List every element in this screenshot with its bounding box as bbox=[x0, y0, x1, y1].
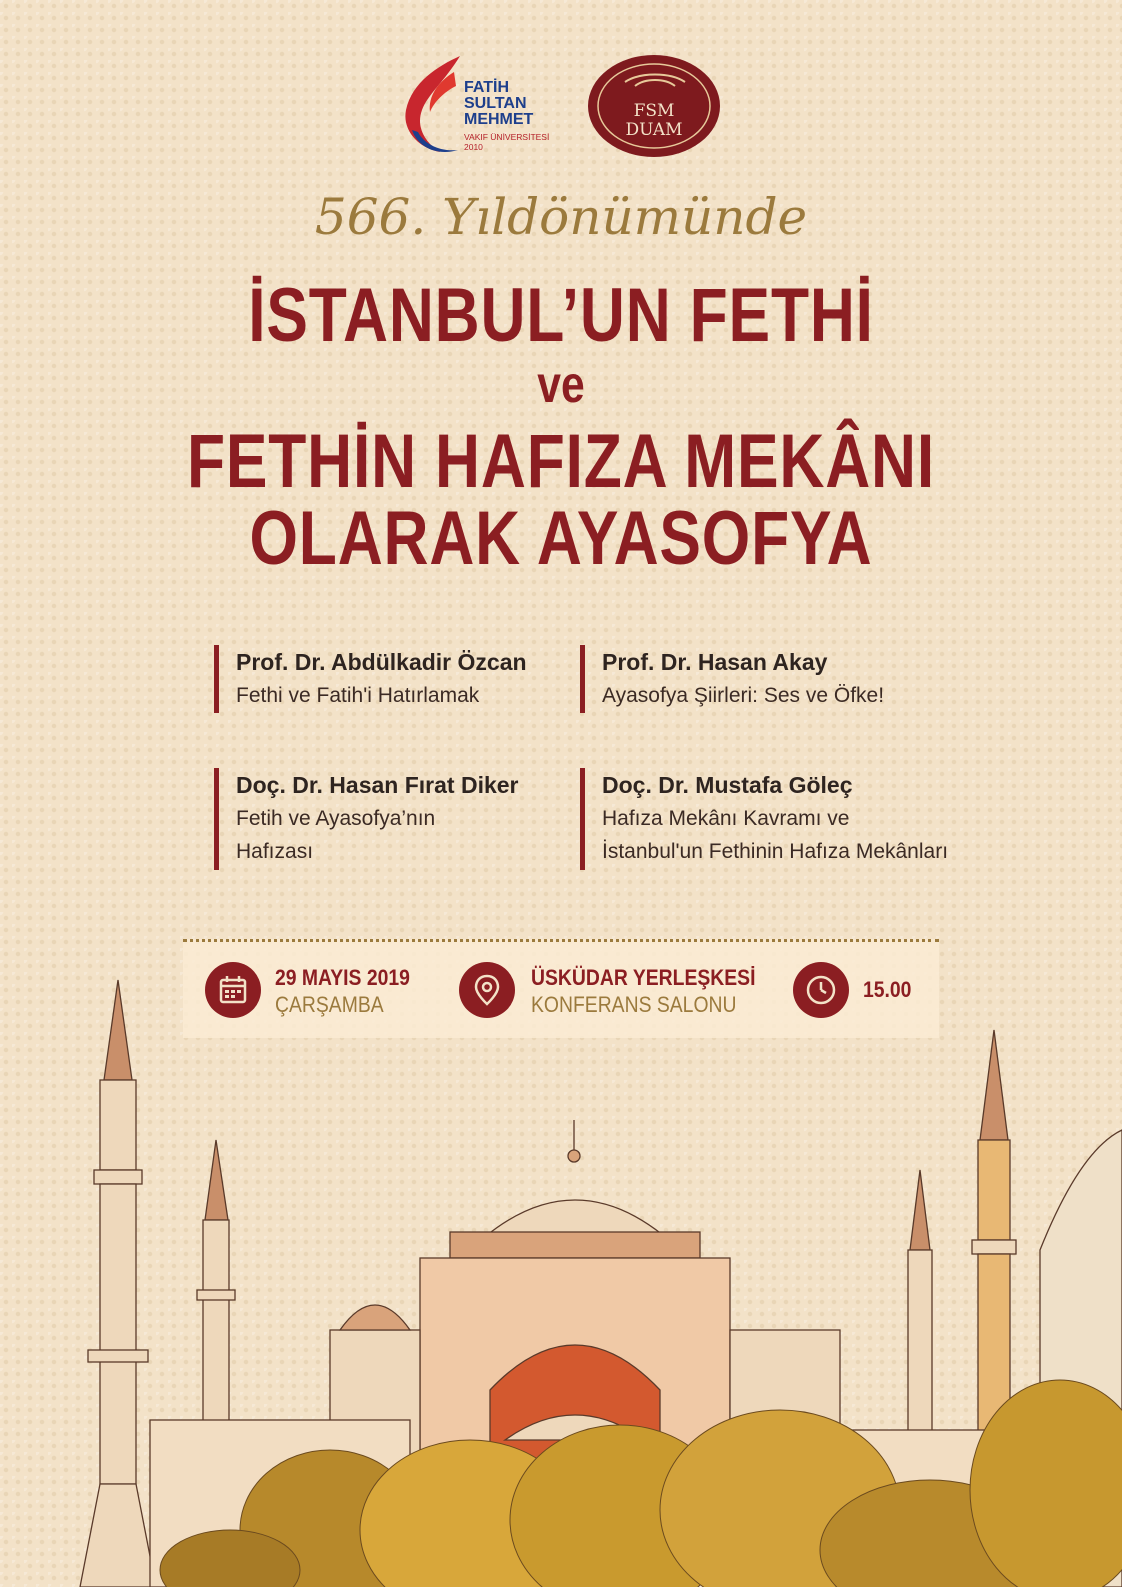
clock-icon bbox=[793, 962, 849, 1018]
fsmvu-flame-icon bbox=[398, 52, 468, 160]
speaker-talk: Ayasofya Şiirleri: Ses ve Öfke! bbox=[602, 684, 885, 707]
event-time: 15.00 bbox=[863, 977, 912, 1002]
speaker-talk: Hafıza Mekânı Kavramı ve İstanbul'un Fethinin Hafıza Mekânları bbox=[602, 807, 949, 863]
location-pin-icon bbox=[459, 962, 515, 1018]
anniversary-subtitle: 566. Yıldönümünde bbox=[314, 188, 808, 246]
fsmvu-line1: FATİH bbox=[464, 79, 510, 96]
speaker-card bbox=[214, 645, 527, 713]
title-line-3: FETHİN HAFIZA MEKÂNI bbox=[186, 419, 936, 504]
speaker-name: Prof. Dr. Abdülkadir Özcan bbox=[236, 649, 527, 675]
speaker-name: Doç. Dr. Mustafa Göleç bbox=[602, 772, 853, 798]
duam-line1: FSM bbox=[633, 101, 675, 121]
event-date-block bbox=[275, 964, 410, 1018]
hagia-sophia-illustration bbox=[0, 970, 1122, 1587]
speaker-talk: Fetih ve Ayasofya’nın Hafızası bbox=[236, 807, 436, 863]
duam-seal-logo bbox=[585, 52, 723, 160]
event-venue-block bbox=[531, 964, 755, 1018]
fsmvu-logo bbox=[398, 52, 568, 160]
event-venue: ÜSKÜDAR YERLEŞKESİ bbox=[531, 965, 756, 990]
event-day: ÇARŞAMBA bbox=[275, 992, 384, 1017]
speaker-name: Prof. Dr. Hasan Akay bbox=[602, 649, 828, 675]
fsmvu-sub2: 2010 bbox=[464, 142, 483, 152]
fsmvu-sub1: VAKIF ÜNİVERSİTESİ bbox=[464, 132, 550, 142]
event-date: 29 MAYIS 2019 bbox=[275, 965, 410, 990]
speaker-card bbox=[580, 645, 884, 713]
speaker-talk: Fethi ve Fatih'i Hatırlamak bbox=[236, 684, 480, 707]
event-info-bar bbox=[183, 939, 939, 1038]
event-time-block bbox=[863, 976, 911, 1003]
speaker-card bbox=[580, 768, 948, 870]
title-line-1: İSTANBUL’UN FETHİ bbox=[248, 273, 874, 358]
duam-line2: DUAM bbox=[625, 120, 683, 140]
calendar-icon bbox=[205, 962, 261, 1018]
speaker-name: Doç. Dr. Hasan Fırat Diker bbox=[236, 772, 519, 798]
fsmvu-line2: SULTAN bbox=[464, 95, 527, 112]
title-line-4: OLARAK AYASOFYA bbox=[249, 496, 873, 581]
event-hall: KONFERANS SALONU bbox=[531, 992, 737, 1017]
title-line-2: ve bbox=[537, 356, 585, 414]
fsmvu-line3: MEHMET bbox=[464, 111, 534, 128]
speaker-card bbox=[214, 768, 519, 870]
